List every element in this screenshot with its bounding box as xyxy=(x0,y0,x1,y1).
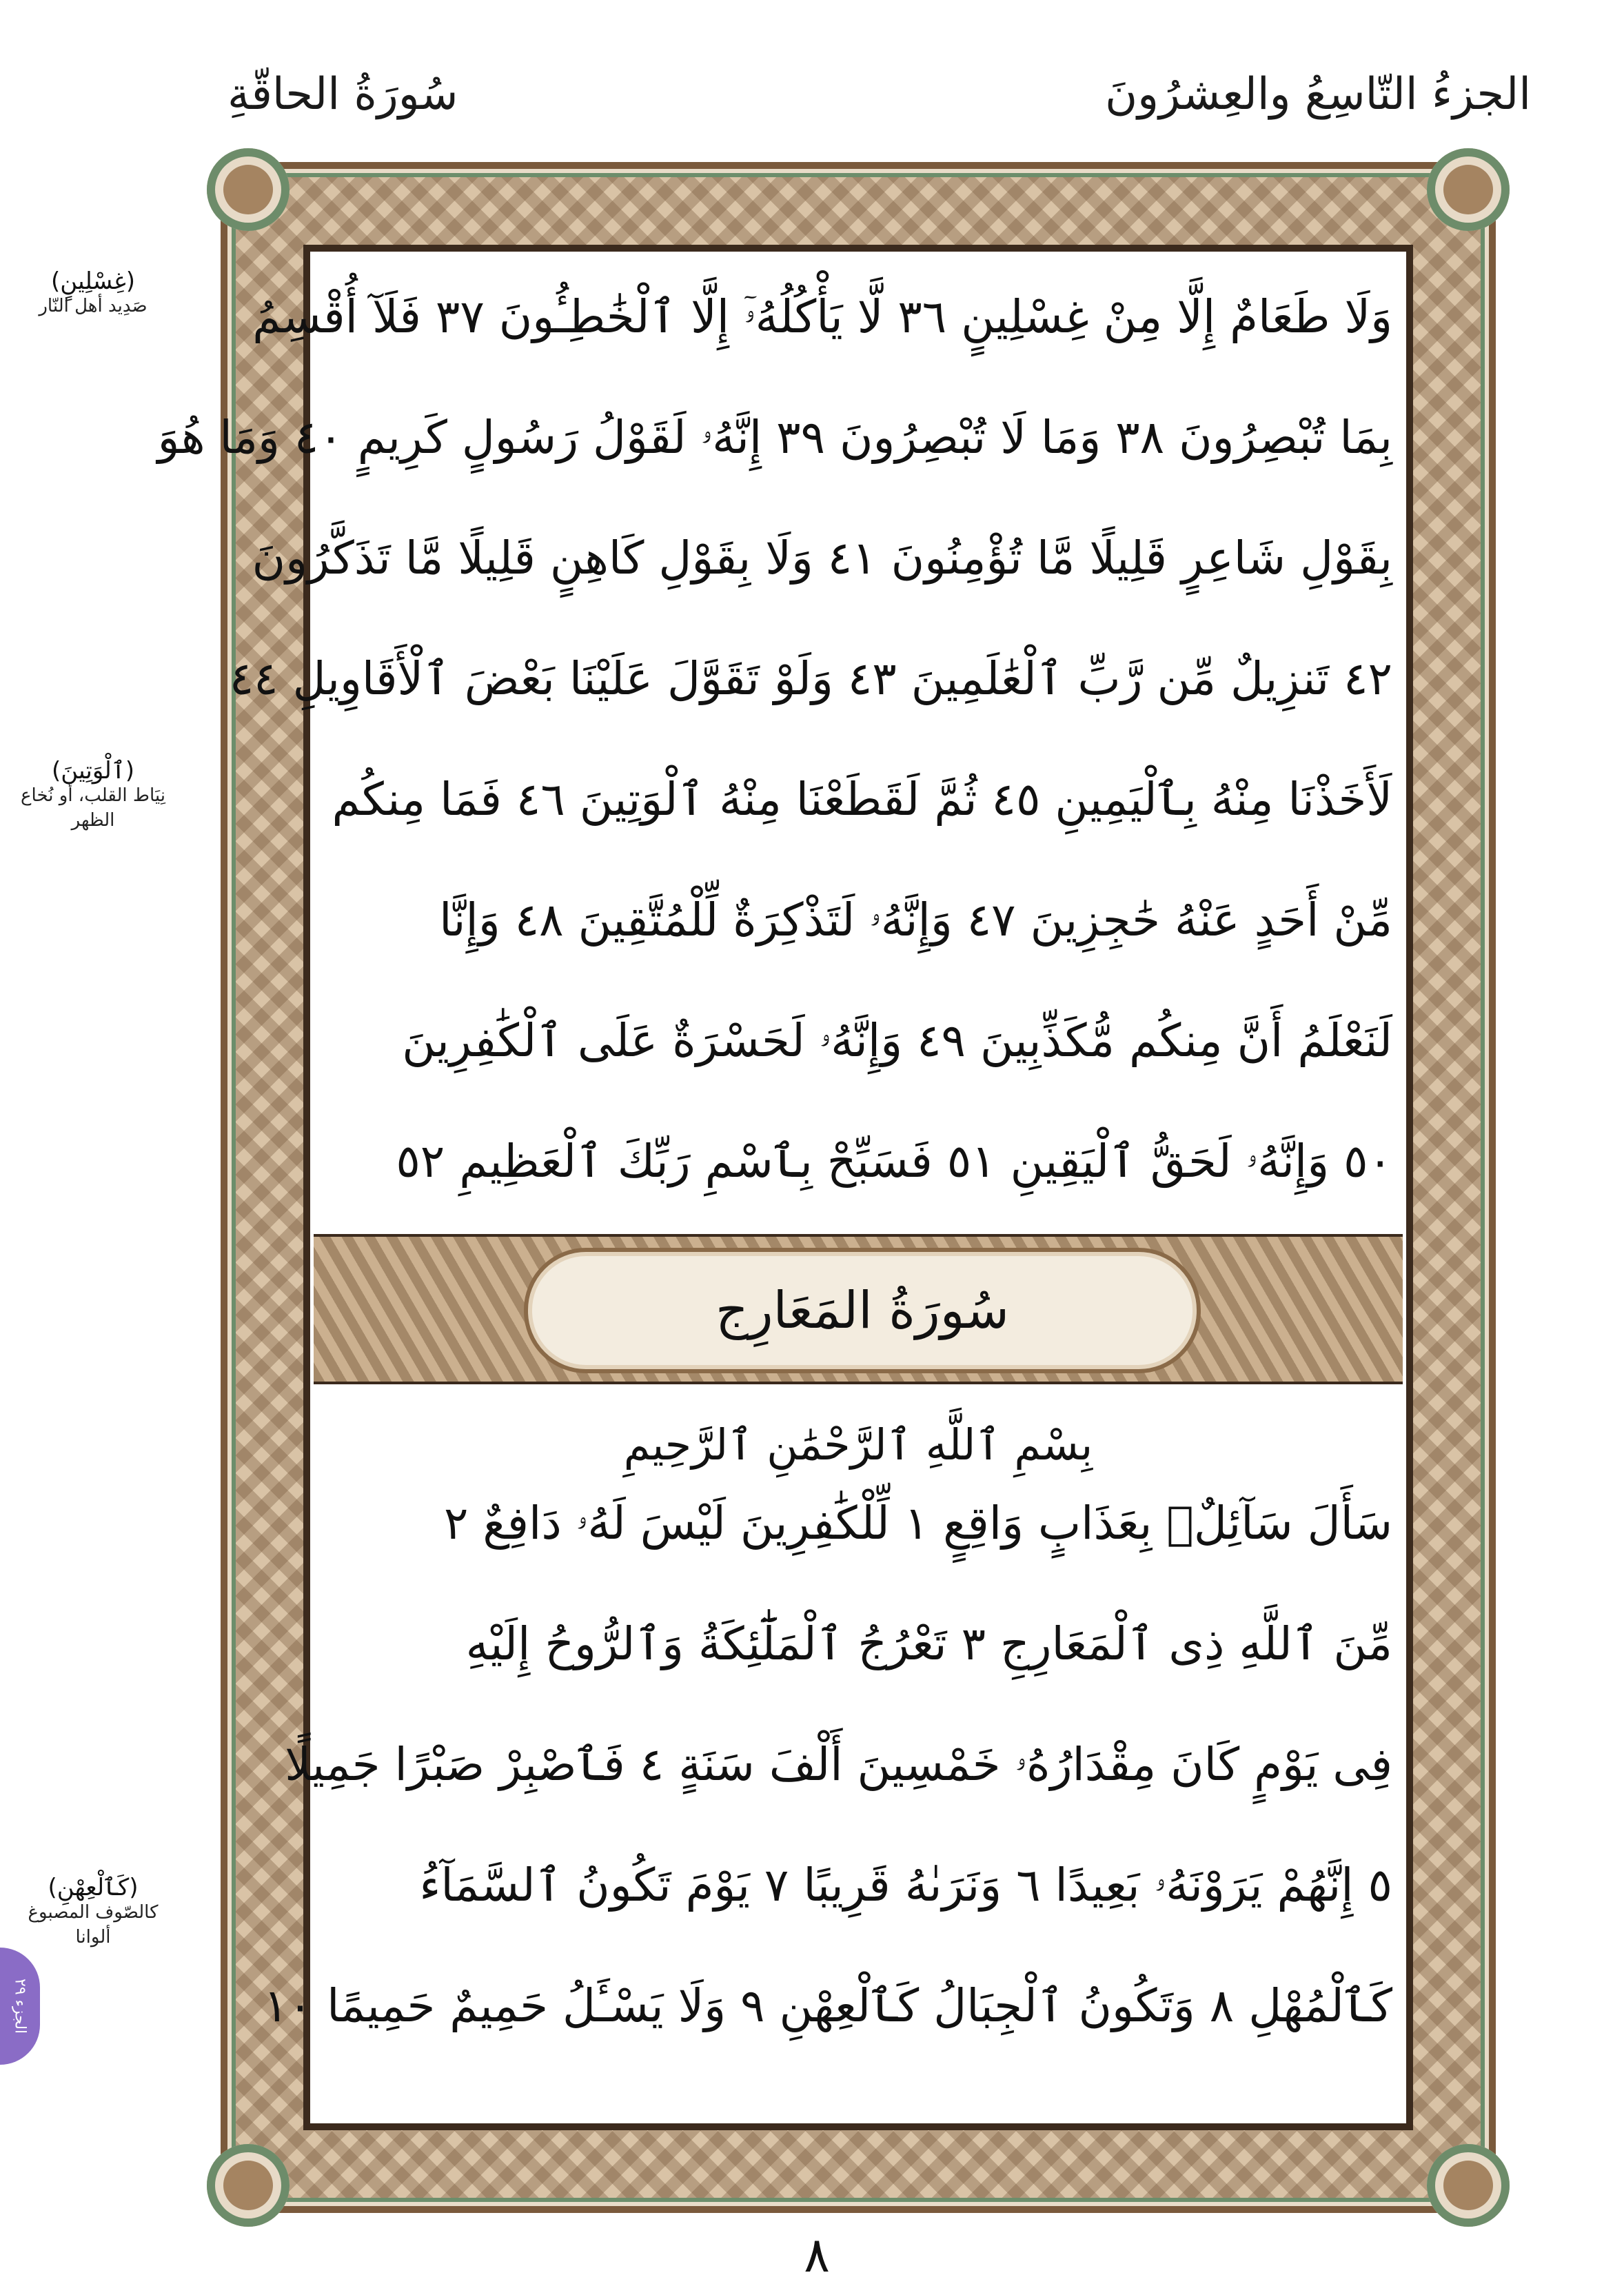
verse-line: لَأَخَذْنَا مِنْهُ بِٱلْيَمِينِ ٤٥ ثُمَّ لَقَطَعْنَا مِنْهُ ٱلْوَتِينَ ٤٦ فَمَا مِنكُم xyxy=(332,773,1392,826)
verse-line: بِقَوْلِ شَاعِرٍ قَلِيلًا مَّا تُؤْمِنُونَ ٤١ وَلَا بِقَوْلِ كَاهِنٍ قَلِيلًا مَّا تَذَكَّرُونَ xyxy=(252,532,1392,585)
verse-line: ٥ إِنَّهُمْ يَرَوْنَهُۥ بَعِيدًا ٦ وَنَرَىٰهُ قَرِيبًا ٧ يَوْمَ تَكُونُ ٱلسَّمَآءُ xyxy=(419,1859,1392,1912)
verse-line: فِى يَوْمٍ كَانَ مِقْدَارُهُۥ خَمْسِينَ أَلْفَ سَنَةٍ ٤ فَٱصْبِرْ صَبْرًا جَمِيلًا xyxy=(285,1738,1392,1791)
margin-note-meaning: نِيَاط القلب، أو نُخاع الظهر xyxy=(21,785,165,831)
verse-line: لَنَعْلَمُ أَنَّ مِنكُم مُّكَذِّبِينَ ٤٩ وَإِنَّهُۥ لَحَسْرَةٌ عَلَى ٱلْكَٰفِرِينَ xyxy=(402,1014,1392,1067)
frame-corner-ornament xyxy=(1427,2144,1510,2227)
surah-name-header: سُورَةُ الحاقّةِ xyxy=(227,69,458,120)
surah-title: سُورَةُ المَعَارِج xyxy=(715,1281,1009,1340)
margin-note-term: (كَٱلْعِهْنِ) xyxy=(48,1874,139,1901)
verse-line: سَأَلَ سَآئِلٌۢ بِعَذَابٍ وَاقِعٍ ١ لِّلْكَٰفِرِينَ لَيْسَ لَهُۥ دَافِعٌ ٢ xyxy=(443,1497,1392,1550)
verses-bottom xyxy=(263,1493,1392,2113)
verse-line: ٤٢ تَنزِيلٌ مِّن رَّبِّ ٱلْعَٰلَمِينَ ٤٣ وَلَوْ تَقَوَّلَ عَلَيْنَا بَعْضَ ٱلْأَقَاوِيلِ ٤٤ xyxy=(229,652,1392,705)
margin-note xyxy=(14,269,172,319)
surah-header-cartouche xyxy=(524,1248,1201,1373)
frame-corner-ornament xyxy=(1427,148,1510,231)
margin-note xyxy=(14,758,172,833)
page-number: ٨ xyxy=(804,2227,830,2283)
verse-line: ٥٠ وَإِنَّهُۥ لَحَقُّ ٱلْيَقِينِ ٥١ فَسَبِّحْ بِٱسْمِ رَبِّكَ ٱلْعَظِيمِ ٥٢ xyxy=(396,1135,1392,1188)
margin-note-term: (ٱلْوَتِينَ) xyxy=(52,757,134,785)
margin-note xyxy=(14,1875,172,1950)
margin-note-meaning: كالصّوف المصبوغ ألوانا xyxy=(28,1902,159,1948)
verse-line: كَٱلْمُهْلِ ٨ وَتَكُونُ ٱلْجِبَالُ كَٱلْعِهْنِ ٩ وَلَا يَسْـَٔلُ حَمِيمٌ حَمِيمًا ١٠ xyxy=(263,1979,1392,2032)
bismillah: بِسْمِ ٱللَّهِ ٱلرَّحْمَٰنِ ٱلرَّحِيمِ xyxy=(623,1419,1093,1470)
verse-line: وَلَا طَعَامٌ إِلَّا مِنْ غِسْلِينٍ ٣٦ لَّا يَأْكُلُهُۥٓ إِلَّا ٱلْخَٰطِـُٔونَ ٣٧ فَلَآ أُقْسِمُ xyxy=(252,290,1392,343)
verse-line: مِّنْ أَحَدٍ عَنْهُ حَٰجِزِينَ ٤٧ وَإِنَّهُۥ لَتَذْكِرَةٌ لِّلْمُتَّقِينَ ٤٨ وَإِنَّا xyxy=(439,893,1392,947)
verse-line: مِّنَ ٱللَّهِ ذِى ٱلْمَعَارِجِ ٣ تَعْرُجُ ٱلْمَلَٰٓئِكَةُ وَٱلرُّوحُ إِلَيْهِ xyxy=(465,1617,1392,1670)
frame-corner-ornament xyxy=(207,148,290,231)
margin-note-term: (غِسْلِينٍ) xyxy=(50,267,136,295)
juz-tab[interactable]: الجزء ٢٩ xyxy=(0,1948,40,2065)
frame-corner-ornament xyxy=(207,2144,290,2227)
margin-note-meaning: صَدِيد أهل النّار xyxy=(39,296,148,316)
juz-name-header: الجزءُ التّاسِعُ والعِشرُونَ xyxy=(1105,69,1531,120)
verse-line: بِمَا تُبْصِرُونَ ٣٨ وَمَا لَا تُبْصِرُونَ ٣٩ إِنَّهُۥ لَقَوْلُ رَسُولٍ كَرِيمٍ ٤٠ وَمَا هُوَ xyxy=(157,411,1392,464)
